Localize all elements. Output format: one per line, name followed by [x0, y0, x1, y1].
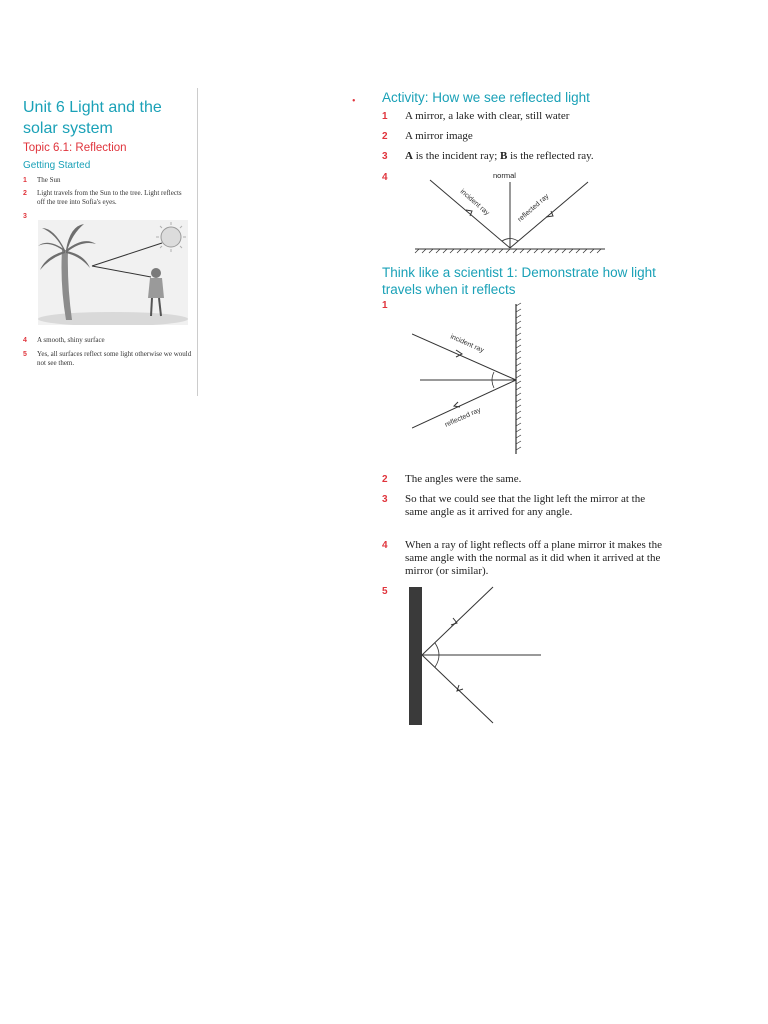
think-item-text: The angles were the same. [405, 473, 522, 485]
think-item-number: 1 [382, 300, 388, 311]
left-item-4 [23, 336, 198, 346]
bullet-dot: • [352, 96, 356, 107]
think-item-number: 5 [382, 586, 388, 597]
incident-ray-label: incident ray [449, 333, 485, 355]
sun-icon [156, 222, 186, 252]
activity-item-number: 1 [382, 111, 388, 122]
think-item-number: 3 [382, 494, 388, 505]
think-item-text: When a ray of light reflects off a plane mirror it makes the same angle with the normal as it did when it arrived at the mirror (or similar). [405, 539, 662, 577]
activity-item-number: 4 [382, 172, 388, 183]
activity-item-number: 2 [382, 131, 388, 142]
item-number: 1 [23, 177, 27, 184]
activity-item-text: A mirror image [405, 130, 473, 142]
reflected-ray-label: reflected ray [443, 406, 483, 429]
item-number: 4 [23, 337, 27, 344]
item-text: A smooth, shiny surface [37, 336, 105, 344]
think-item-text: So that we could see that the light left the mirror at the same angle as it arrived for any angle. [405, 493, 646, 518]
item-text: The Sun [37, 176, 61, 184]
activity-item-text: A mirror, a lake with clear, still water [405, 110, 570, 122]
activity-heading: Activity: How we see reflected light [382, 90, 590, 105]
item-number: 2 [23, 190, 27, 197]
unit-title: Unit 6 Light and the solar system [23, 99, 162, 137]
reflected-ray-label: reflected ray [516, 192, 551, 224]
incident-ray-label: incident ray [458, 188, 491, 217]
getting-started-heading: Getting Started [23, 160, 91, 171]
item-number: 5 [23, 351, 27, 358]
think-reflection-diagram [412, 302, 532, 458]
left-item-2 [23, 189, 198, 209]
mirror-reflection-diagram [405, 585, 545, 727]
activity-item-text: A is the incident ray; B is the reflected ray. [405, 150, 594, 162]
item-number: 3 [23, 213, 27, 220]
think-item-number: 4 [382, 540, 388, 551]
item-text: Light travels from the Sun to the tree. Light reflects off the tree into Sofia's eyes. [37, 189, 182, 206]
normal-label: normal [493, 171, 516, 180]
left-item-1 [23, 176, 198, 186]
think-item-number: 2 [382, 474, 388, 485]
left-item-5 [23, 350, 198, 370]
mirror-block [409, 587, 422, 725]
column-divider [197, 88, 198, 396]
topic-title: Topic 6.1: Reflection [23, 142, 127, 154]
activity-item-number: 3 [382, 151, 388, 162]
item-text: Yes, all surfaces reflect some light otherwise we would not see them. [37, 350, 192, 367]
sun-tree-girl-illustration [38, 220, 188, 325]
think-heading: Think like a scientist 1: Demonstrate how light travels when it reflects [382, 265, 656, 297]
activity-reflection-diagram [410, 168, 610, 258]
